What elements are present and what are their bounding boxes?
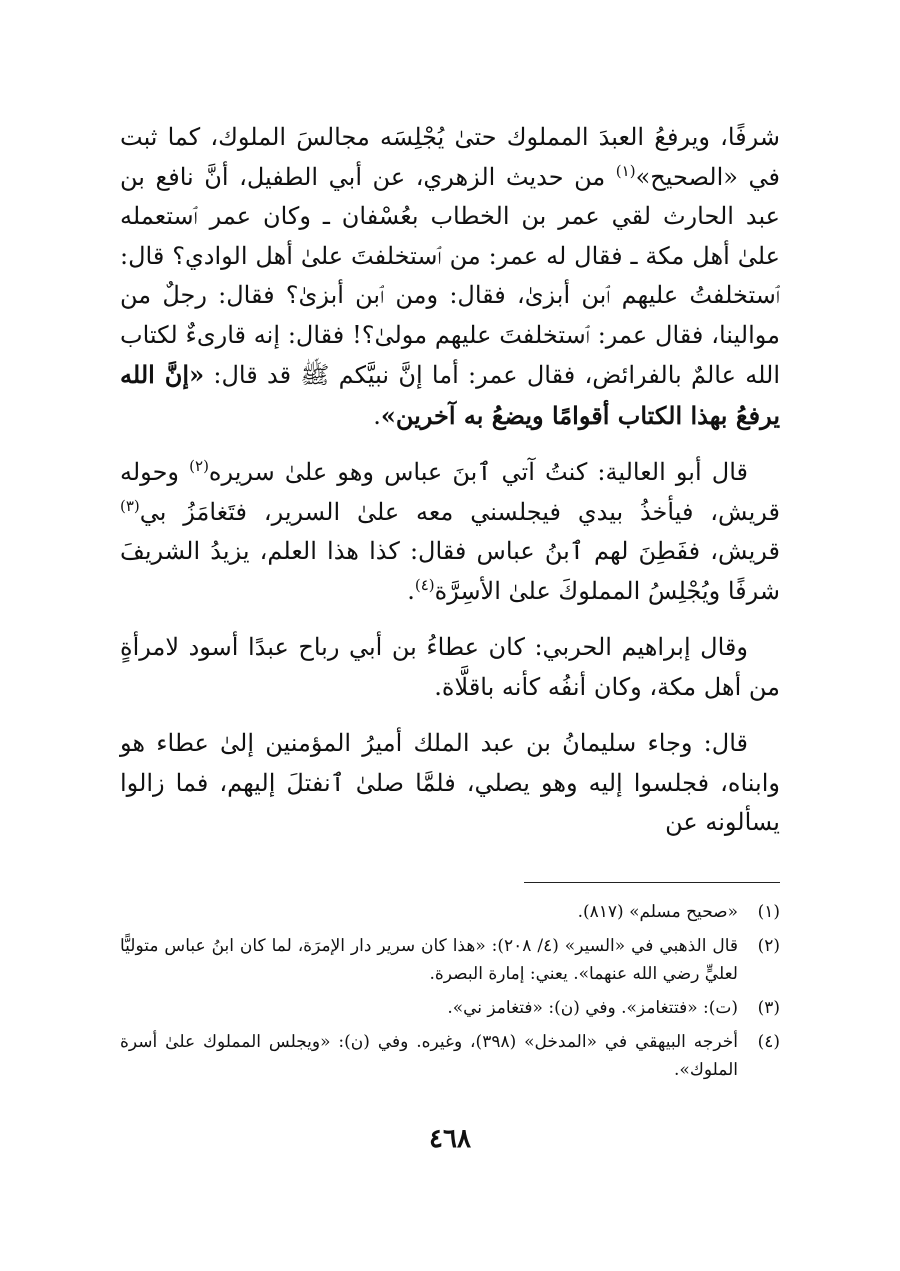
paragraph-2-text: قال أبو العالية: كنتُ آتي ٱبنَ عباس وهو علىٰ سريره (208, 458, 748, 486)
paragraph-2 (120, 453, 780, 611)
paragraph-2-end: . (407, 576, 415, 605)
footnote-2 (120, 932, 780, 988)
main-text (120, 118, 780, 860)
paragraph-1-text: شرفًا، ويرفعُ العبدَ المملوك حتىٰ يُجْلِسَه مجالسَ الملوك، كما ثبت في «الصحيح» (120, 123, 780, 191)
paragraph-2-text-3: قريش، ففَطِنَ لهم ٱبنُ عباس فقال: كذا هذا العلم، يزيدُ الشريفَ شرفًا ويُجْلِسُ المملوكَ علىٰ الأسِرَّة (120, 537, 780, 605)
footnote-text: قال الذهبي في «السير» (٤/ ٢٠٨): «هذا كان سرير دار الإمرَة، لما كان ابنُ عباس متوليًّا لعليٍّ رضي الله عنهما». يعني: إمارة البصرة. (120, 936, 739, 984)
footnote-3 (120, 994, 780, 1022)
footnote-text: «صحيح مسلم» (٨١٧). (577, 902, 738, 922)
footnote-number: (٣) (757, 998, 780, 1018)
footnote-4 (120, 1028, 780, 1084)
paragraph-4 (120, 724, 780, 843)
hadith-quote: «إنَّ الله يرفعُ بهذا الكتاب أقوامًا ويضعُ به آخرين» (120, 360, 780, 430)
footnote-ref-3: (٣) (120, 496, 140, 515)
footnote-number: (٤) (757, 1032, 780, 1052)
footnote-text: أخرجه البيهقي في «المدخل» (٣٩٨)، وغيره. وفي (ن): «ويجلس المملوك علىٰ أسرة الملوك». (120, 1032, 739, 1080)
footnote-divider (524, 882, 780, 883)
footnote-number: (٢) (757, 936, 780, 956)
footnote-ref-1: (١) (615, 161, 636, 180)
paragraph-1 (120, 118, 780, 436)
paragraph-3-text: وقال إبراهيم الحربي: كان عطاءُ بن أبي رباح عبدًا أسود لامرأةٍ من أهل مكة، وكان أنفُه كأنه باقلَّاة. (120, 633, 780, 701)
footnote-ref-4: (٤) (414, 575, 435, 594)
paragraph-1-end: . (373, 401, 381, 430)
paragraph-2-text-2: وحوله قريش، فيأخذُ بيدي فيجلسني معه علىٰ السرير، فتَغامَزُ بي (120, 458, 780, 526)
footnote-number: (١) (757, 902, 780, 922)
page-number: ٤٦٨ (429, 1124, 471, 1154)
paragraph-3 (120, 628, 780, 707)
footnote-1 (120, 898, 780, 926)
footnotes (120, 898, 780, 1090)
paragraph-4-text: قال: وجاء سليمانُ بن عبد الملك أميرُ المؤمنين إلىٰ عطاء هو وابناه، فجلسوا إليه وهو يصلي، فلمَّا صلىٰ ٱنفتلَ إليهم، فما زالوا يسألونه عن (120, 729, 780, 836)
paragraph-1-text-2: من حديث الزهري، عن أبي الطفيل، أنَّ نافع بن عبد الحارث لقي عمر بن الخطاب بعُسْفان ـ وكان عمر ٱستعمله علىٰ أهل مكة ـ فقال له عمر: من ٱستخلفتَ علىٰ أهل الوادي؟ قال: ٱستخلفتُ عليهم ٱبن أبزىٰ، فقال: ومن ٱبن أبزىٰ؟ فقال: رجلٌ من موالينا، فقال عمر: ٱستخلفتَ عليهم مولىٰ؟! فقال: إنه قارىءٌ لكتاب الله عالمٌ بالفرائض، فقال عمر: أما إنَّ نبيَّكم ﷺ قد قال: (120, 162, 780, 389)
footnote-ref-2: (٢) (189, 457, 209, 475)
footnote-text: (ت): «فتتغامز». وفي (ن): «فتغامز ني». (447, 998, 738, 1018)
